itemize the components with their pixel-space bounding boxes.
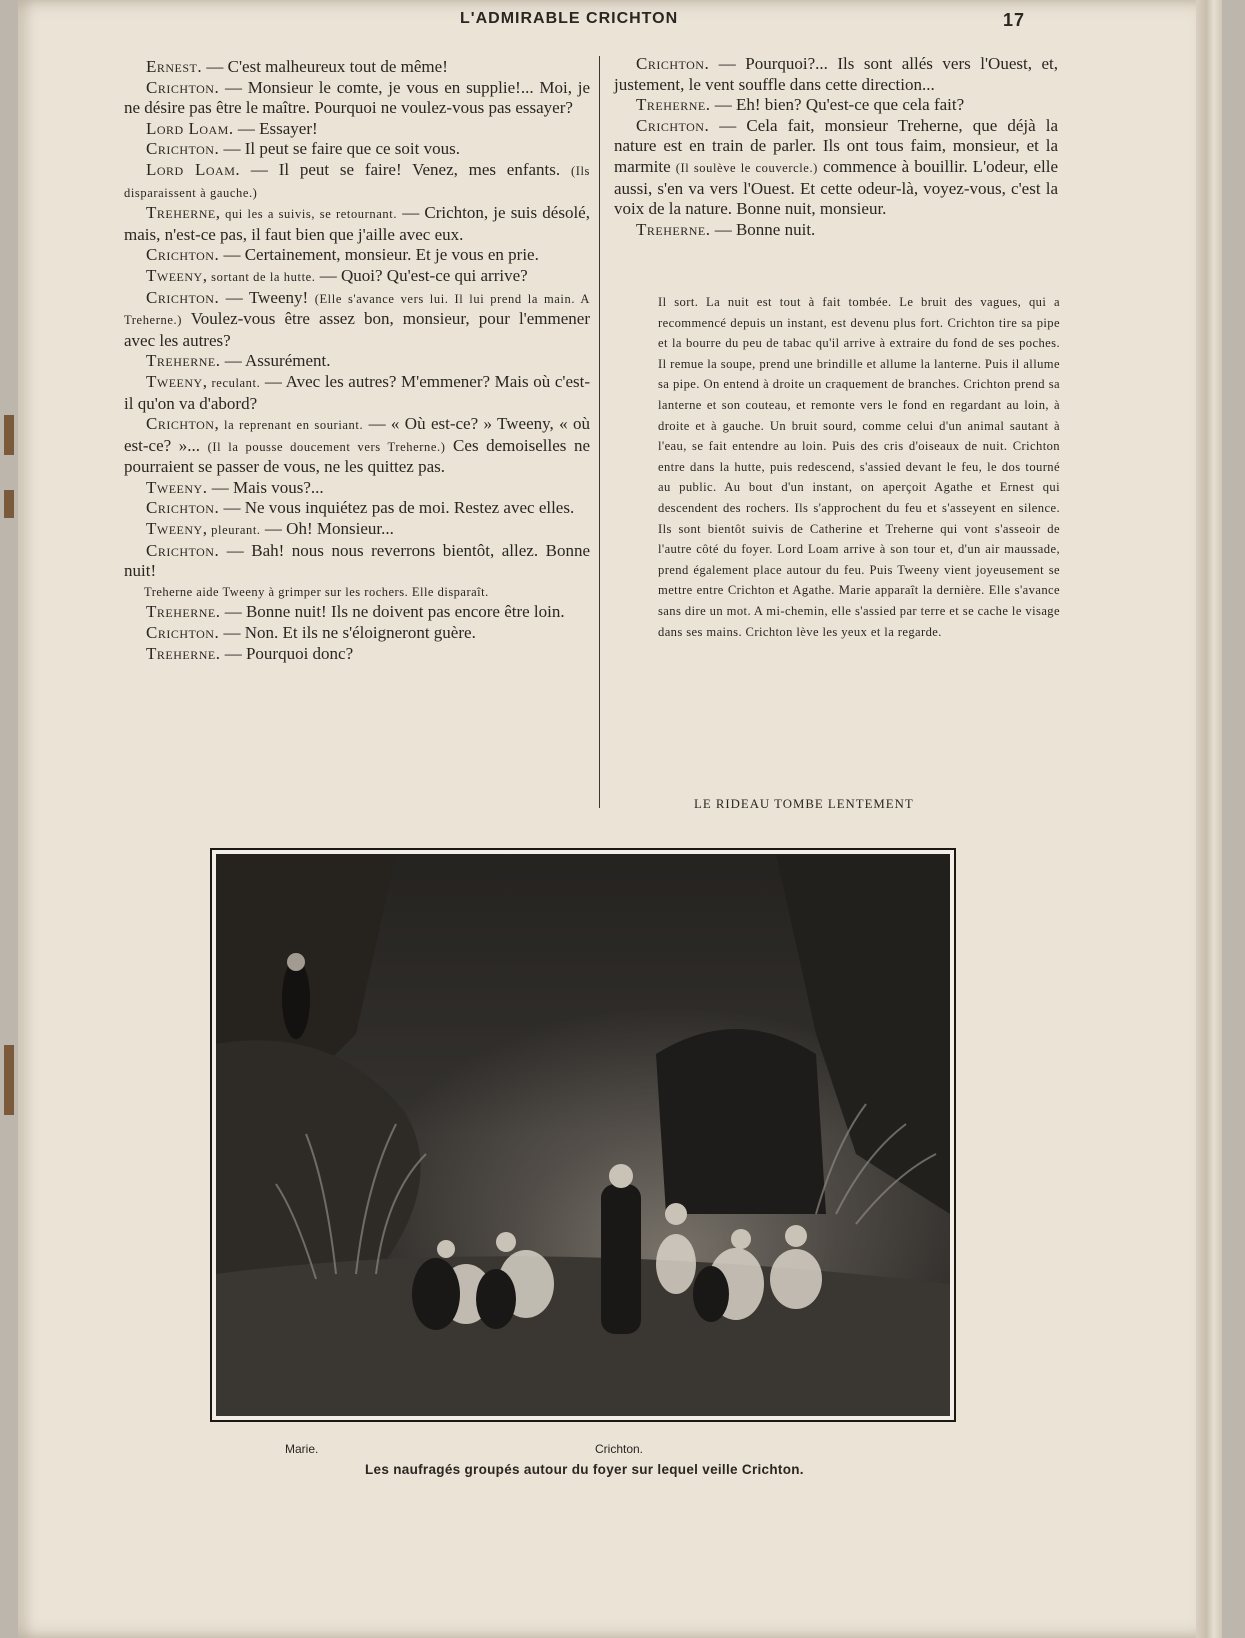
curtain-line: LE RIDEAU TOMBE LENTEMENT [694,797,914,811]
dialogue-text: — Pourquoi?... Ils sont allés vers l'Ouest, et, justement, le vent souffle dans cette direction... [614,54,1058,94]
speaker-name: Tweeny, [146,371,208,391]
dialogue-line [614,54,1058,95]
dialogue-text: Voulez-vous être assez bon, monsieur, pour l'emmener avec les autres? [124,309,590,350]
speaker-name: Tweeny, [146,265,208,285]
dialogue-text: — Avec les autres? M'emmener? Mais où c'est-il qu'on va d'abord? [124,371,590,413]
left-stage-direction: Treherne aide Tweeny à grimper sur les rochers. Elle disparaît. [144,584,489,599]
dialogue-line [124,541,590,582]
speaker-name: Crichton, [146,414,220,434]
speaker-name: Crichton. [146,540,220,560]
right-stage-direction: Il sort. La nuit est tout à fait tombée. Le bruit des vagues, qui a recommencé depuis un instant, est devenu plus fort. Crichton tire sa pipe et la bourre du peu de tabac qu'il arrive à extraire du fond de ses poches. Il remue la soupe, prend une brindille et allume la lanterne. Puis il allume sa pipe. On entend à droite un craquement de branches. Crichton prend sa lanterne et son couteau, et remonte vers le fond en regardant au loin, à droite et à gauche. Un bruit sourd, comme celui d'un animal sautant à l'eau, se fait entendre au loin. Puis des cris d'oiseaux de nuit. Crichton entre dans la hutte, puis redescend, s'assied devant le feu, le dos tourné au public. Au bout d'un instant, on aperçoit Agathe et Ernest qui descendent des rochers. Ils s'approchent du feu et s'asseyent en silence. Ils sont bientôt suivis de Catherine et Treherne qui vont s'asseoir de l'autre côté du foyer. Lord Loam arrive à son tour et, d'un air maussade, prend également place autour du feu. Puis Tweeny vient joyeusement se mettre entre Crichton et Agathe. Marie apparaît la dernière. Elle s'avance sans dire un mot. A mi-chemin, elle s'assied par terre et se cache le visage dans ses mains. Crichton lève les yeux et la regarde. [658,295,1060,639]
dialogue-text: — Mais vous?... [207,477,324,497]
dialogue-line [124,266,590,288]
dialogue-text: — Pourquoi donc? [220,643,354,663]
dialogue-line [614,220,1058,241]
speaker-name: Treherne. [146,602,221,622]
speaker-name: Lord Loam. [146,118,234,138]
speaker-direction: qui les a suivis, se retournant. [220,207,398,222]
photo-label-crichton: Crichton. [595,1442,644,1456]
column-rule [599,56,600,808]
speaker-name: Treherne. [146,351,221,371]
dialogue-line [124,623,590,644]
speaker-name: Crichton. [146,287,220,307]
dialogue-line [124,288,590,352]
speaker-name: Treherne. [636,95,711,115]
page-edge [1196,0,1222,1638]
dialogue-text: — C'est malheureux tout de même! [202,57,448,76]
left-dialogue-end [124,602,590,664]
speaker-direction: la reprenant en souriant. [219,418,364,433]
inline-stage-direction: (Il la pousse doucement vers Treherne.) [207,439,446,454]
dialogue-line [124,414,590,478]
dialogue-text: — Certainement, monsieur. Et je vous en prie. [219,245,539,265]
dialogue-line [614,116,1058,220]
dialogue-text: — Bonne nuit! Ils ne doivent pas encore être loin. [220,602,565,622]
dialogue-line [614,95,1058,116]
speaker-direction: reculant. [207,375,261,390]
dialogue-text: — Monsieur le comte, je vous en supplie!... Moi, je ne désire pas être le maître. Pourquoi ne voulez-vous pas essayer? [124,77,590,118]
speaker-name: Treherne, [146,203,221,223]
dialogue-line [124,519,590,541]
dialogue-text: — Tweeny! [219,287,315,307]
inline-stage-direction: (Ils disparaissent à gauche.) [124,163,591,200]
dialogue-line [124,372,590,414]
dialogue-text: — Oh! Monsieur... [260,519,394,539]
speaker-name: Tweeny, [146,519,208,539]
speaker-name: Lord Loam. [146,159,241,179]
dialogue-line [124,245,590,266]
dialogue-text: — Bonne nuit. [710,219,816,239]
speaker-name: Treherne. [636,219,711,239]
inline-stage-direction: (Il soulève le couvercle.) [675,160,818,175]
dialogue-line [124,57,590,78]
speaker-direction: pleurant. [207,523,261,538]
speaker-name: Crichton. [146,77,220,97]
dialogue-text: — Il peut se faire! Venez, mes enfants. [240,159,571,179]
dialogue-line [124,498,590,519]
dialogue-line [124,351,590,372]
dialogue-text: — Bah! nous nous reverrons bientôt, allez. Bonne nuit! [124,540,590,581]
photo-label-marie: Marie. [285,1442,319,1456]
right-column [614,54,1058,240]
dialogue-line [124,478,590,499]
dialogue-line [124,78,590,119]
speaker-name: Crichton. [636,54,710,73]
photograph [210,848,956,1422]
speaker-name: Ernest. [146,57,203,76]
speaker-name: Tweeny. [146,477,208,497]
dialogue-text: — Eh! bien? Qu'est-ce que cela fait? [710,95,965,115]
dialogue-text: commence à bouillir. L'odeur, elle aussi, s'en va vers l'Ouest. Et cette odeur-là, voyez-vous, c'est la voix de la nature. Bonne nuit, monsieur. [614,156,1058,219]
left-dialogue [124,57,590,582]
speaker-name: Crichton. [146,498,220,518]
dialogue-text: — « Où est-ce? » Tweeny, « où est-ce? »... [124,414,590,455]
book-page [18,0,1222,1638]
dialogue-text: — Assurément. [220,351,331,371]
speaker-direction: sortant de la hutte. [207,269,316,284]
dialogue-text: Ces demoiselles ne pourraient se passer de vous, ne les quittez pas. [124,435,591,477]
stage-photo-image [216,854,950,1416]
dialogue-line [124,139,590,160]
dialogue-line [124,160,590,203]
speaker-name: Crichton. [636,115,710,135]
speaker-name: Treherne. [146,643,221,663]
dialogue-text: — Quoi? Qu'est-ce qui arrive? [315,265,528,285]
page-header [18,10,1222,36]
left-column [124,57,590,664]
speaker-name: Crichton. [146,139,220,159]
inline-stage-direction: (Elle s'avance vers lui. Il lui prend la main. A Treherne.) [124,291,590,328]
dialogue-text: — Ne vous inquiétez pas de moi. Restez avec elles. [219,498,575,518]
dialogue-line [124,602,590,623]
binding-thread [4,415,14,455]
speaker-name: Crichton. [146,245,220,265]
dialogue-text: — Non. Et ils ne s'éloigneront guère. [219,623,476,643]
right-dialogue [614,54,1058,240]
photo-caption: Les naufragés groupés autour du foyer sur lequel veille Crichton. [365,1462,804,1477]
running-title: L'ADMIRABLE CRICHTON [460,10,679,27]
page-number: 17 [1003,10,1026,30]
dialogue-text: — Il peut se faire que ce soit vous. [219,139,460,159]
dialogue-line [124,203,590,245]
binding-thread [4,490,14,518]
speaker-name: Crichton. [146,623,220,643]
dialogue-line [124,644,590,665]
dialogue-text: — Cela fait, monsieur Treherne, que déjà la nature est en train de parler. Ils ont tous faim, monsieur, et la marmite [614,115,1058,176]
dialogue-text: — Crichton, je suis désolé, mais, n'est-ce pas, il faut bien que j'aille avec eux. [124,203,590,244]
binding-thread [4,1045,14,1115]
dialogue-text: — Essayer! [233,118,318,138]
dialogue-line [124,119,590,140]
